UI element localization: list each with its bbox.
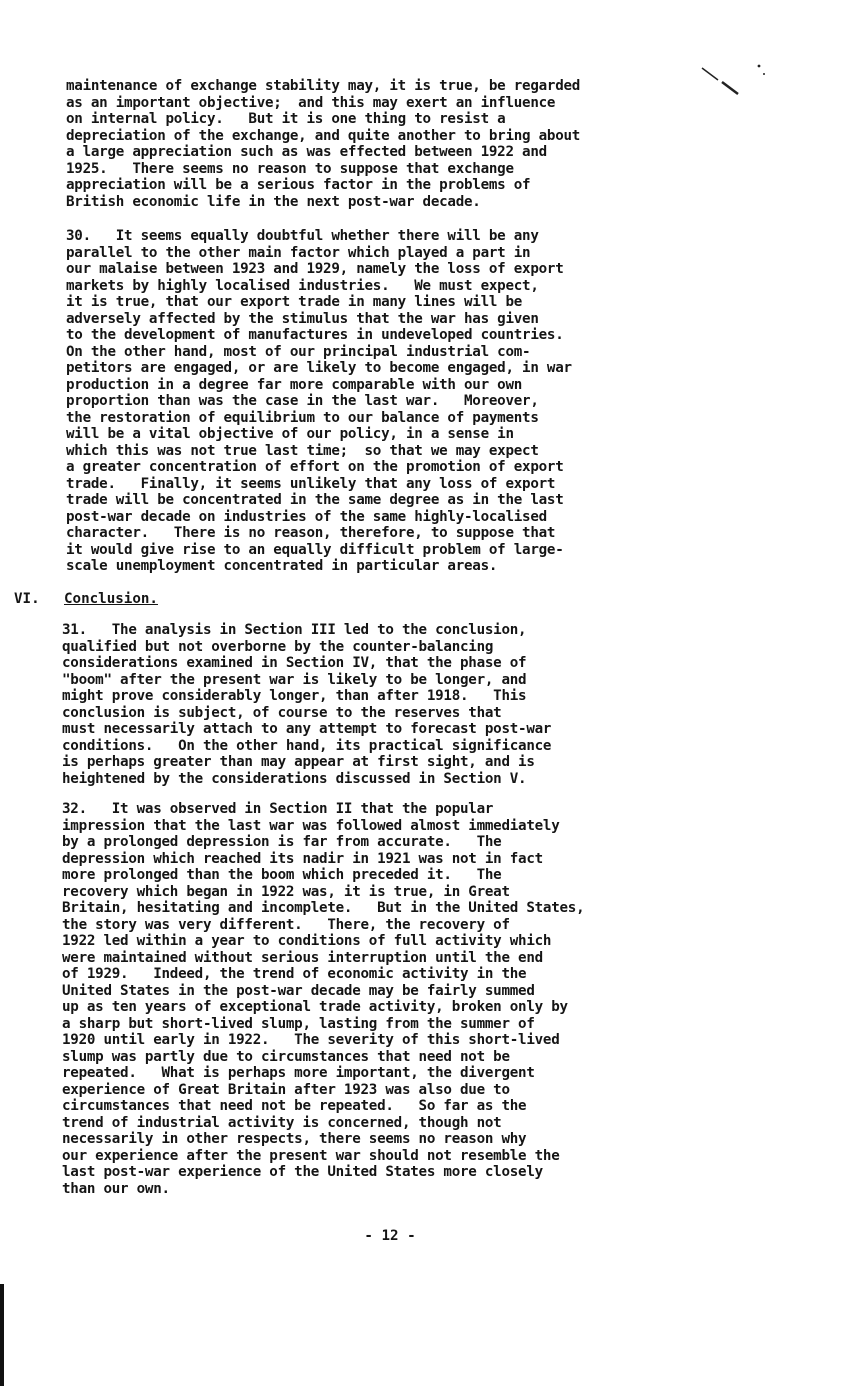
text-line: the restoration of equilibrium to our balance of payments <box>66 409 539 426</box>
text-line: 30. It seems equally doubtful whether there will be any <box>66 228 539 244</box>
section-number: VI. <box>14 591 40 607</box>
text-line: depreciation of the exchange, and quite another to bring about <box>66 127 581 144</box>
paragraph-30 <box>66 228 572 575</box>
text-line: as an important objective; and this may exert an influence <box>66 94 556 111</box>
text-line: on internal policy. But it is one thing to resist a <box>66 111 506 127</box>
text-line: were maintained without serious interruption until the end <box>62 949 543 966</box>
text-line: 1925. There seems no reason to suppose that exchange <box>66 160 514 177</box>
text-line: is perhaps greater than may appear at first sight, and is <box>62 754 535 770</box>
text-line: a sharp but short-lived slump, lasting from the summer of <box>62 1015 535 1032</box>
text-line: trade. Finally, it seems unlikely that any loss of export <box>66 475 556 492</box>
text-line: than our own. <box>62 1180 170 1197</box>
text-line: trade will be concentrated in the same degree as in the last <box>66 492 564 508</box>
text-line: 1920 until early in 1922. The severity of this short-lived <box>62 1032 560 1048</box>
paragraph-continued <box>66 78 580 210</box>
text-line: the story was very different. There, the recovery of <box>62 916 510 933</box>
text-line: scale unemployment concentrated in particular areas. <box>66 558 498 574</box>
text-line: appreciation will be a serious factor in the problems of <box>66 177 531 193</box>
text-line: it would give rise to an equally difficult problem of large- <box>66 541 564 558</box>
text-line: which this was not true last time; so that we may expect <box>66 442 539 459</box>
text-line: On the other hand, most of our principal industrial com- <box>66 343 531 360</box>
text-line: Britain, hesitating and incomplete. But in the United States, <box>62 900 585 916</box>
text-line: 32. It was observed in Section II that the popular <box>62 801 494 817</box>
text-line: necessarily in other respects, there seems no reason why <box>62 1131 527 1147</box>
text-line: maintenance of exchange stability may, it is true, be regarded <box>66 78 581 94</box>
text-line: character. There is no reason, therefore, to suppose that <box>66 525 556 541</box>
text-line: parallel to the other main factor which played a part in <box>66 244 531 261</box>
text-line: considerations examined in Section IV, that the phase of <box>62 655 527 671</box>
text-line: of 1929. Indeed, the trend of economic activity in the <box>62 966 527 982</box>
text-line: heightened by the considerations discussed in Section V. <box>62 770 527 787</box>
text-line: post-war decade on industries of the same highly-localised <box>66 508 547 525</box>
scan-margin-bar <box>0 1284 4 1386</box>
page-number: - 12 - <box>364 1228 416 1244</box>
text-line: to the development of manufactures in undeveloped countries. <box>66 327 564 343</box>
text-line: a large appreciation such as was effected between 1922 and <box>66 144 547 160</box>
text-line: adversely affected by the stimulus that the war has given <box>66 310 539 327</box>
text-line: petitors are engaged, or are likely to become engaged, in war <box>66 360 572 376</box>
text-line: depression which reached its nadir in 1921 was not in fact <box>62 850 543 867</box>
text-line: more prolonged than the boom which preceded it. The <box>62 867 502 883</box>
text-line: conditions. On the other hand, its practical significance <box>62 737 552 754</box>
text-line: 31. The analysis in Section III led to the conclusion, <box>62 622 527 638</box>
text-line: United States in the post-war decade may be fairly summed <box>62 982 535 999</box>
text-line: our malaise between 1923 and 1929, namely the loss of export <box>66 261 564 277</box>
text-line: production in a degree far more comparable with our own <box>66 376 523 393</box>
corner-scan-marks <box>698 60 768 104</box>
text-line: slump was partly due to circumstances that need not be <box>62 1048 510 1065</box>
text-line: qualified but not overborne by the counter-balancing <box>62 638 494 655</box>
text-line: must necessarily attach to any attempt to forecast post-war <box>62 721 552 737</box>
text-line: impression that the last war was followed almost immediately <box>62 817 560 834</box>
text-line: trend of industrial activity is concerned, though not <box>62 1114 502 1131</box>
text-line: it is true, that our export trade in many lines will be <box>66 294 523 310</box>
text-line: circumstances that need not be repeated. So far as the <box>62 1098 527 1114</box>
text-line: a greater concentration of effort on the promotion of export <box>66 459 564 475</box>
text-line: proportion than was the case in the last war. Moreover, <box>66 393 539 409</box>
text-line: might prove considerably longer, than after 1918. This <box>62 688 527 704</box>
text-line: markets by highly localised industries. We must expect, <box>66 277 539 294</box>
text-line: up as ten years of exceptional trade activity, broken only by <box>62 999 568 1015</box>
text-line: recovery which began in 1922 was, it is true, in Great <box>62 883 510 900</box>
text-line: 1922 led within a year to conditions of full activity which <box>62 933 552 949</box>
text-line: conclusion is subject, of course to the reserves that <box>62 704 502 721</box>
text-line: "boom" after the present war is likely to be longer, and <box>62 671 527 688</box>
text-line: by a prolonged depression is far from accurate. The <box>62 834 502 850</box>
text-line: experience of Great Britain after 1923 was also due to <box>62 1081 510 1098</box>
text-line: British economic life in the next post-war decade. <box>66 193 481 210</box>
paragraph-32 <box>62 801 584 1197</box>
paragraph-31 <box>62 622 551 787</box>
text-line: repeated. What is perhaps more important, the divergent <box>62 1065 535 1081</box>
section-title: Conclusion. <box>64 591 158 607</box>
text-line: our experience after the present war should not resemble the <box>62 1147 560 1164</box>
text-line: will be a vital objective of our policy, in a sense in <box>66 426 514 442</box>
text-line: last post-war experience of the United States more closely <box>62 1164 543 1180</box>
